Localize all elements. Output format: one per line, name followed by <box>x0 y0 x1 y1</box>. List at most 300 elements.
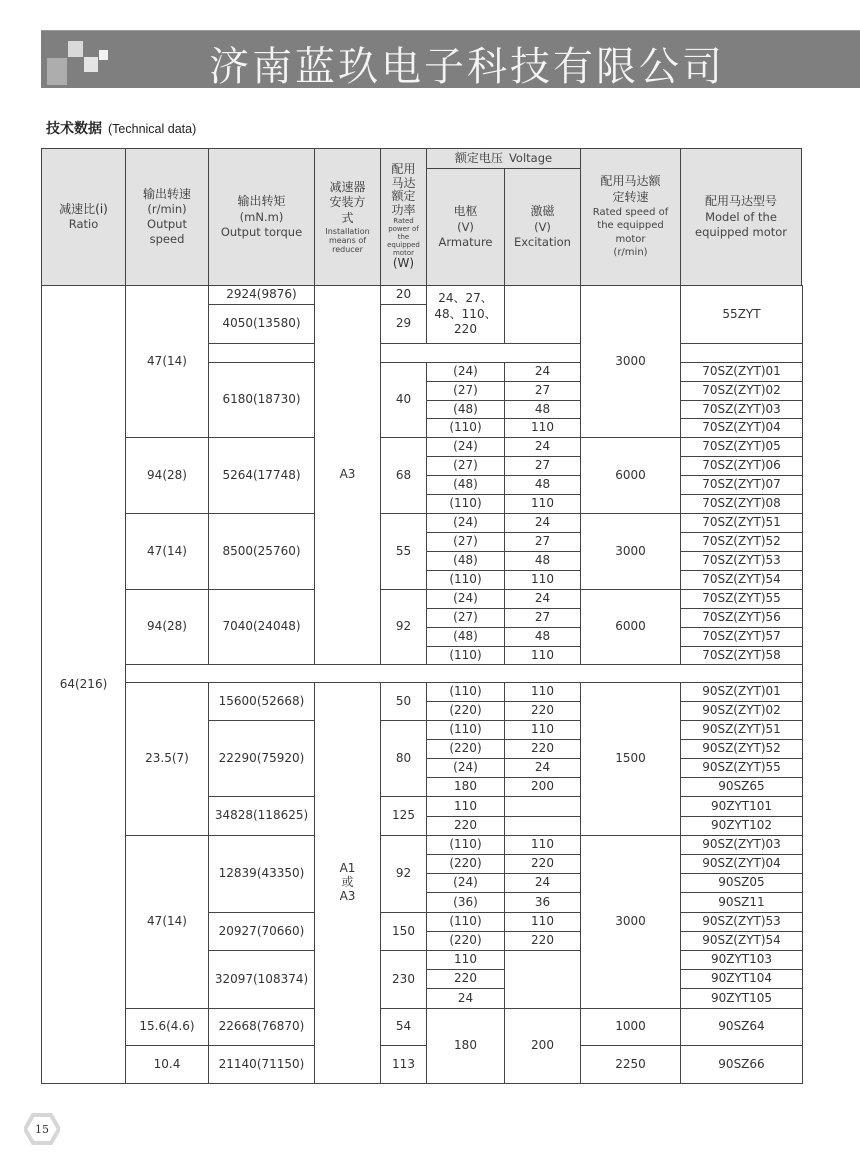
blank-cell <box>504 285 581 344</box>
cell-text: 200 <box>531 1038 554 1053</box>
armature-cell <box>426 701 505 721</box>
torque-cell <box>208 513 315 590</box>
header-rated-speed <box>580 148 681 286</box>
cell-text: (110) <box>449 684 482 699</box>
model-cell <box>680 892 803 913</box>
excitation-cell <box>504 854 581 874</box>
cell-text: 40 <box>395 392 412 407</box>
header-rated-speed-cn1: 配用马达额 <box>600 174 661 189</box>
cell-text: 110 <box>531 684 554 699</box>
speed-cell <box>125 835 209 1009</box>
cell-text: 23.5(7) <box>145 751 189 766</box>
cell-text: 94(28) <box>147 467 187 482</box>
header-armature-en: Armature <box>438 234 493 249</box>
cell-text: (24) <box>453 875 478 890</box>
excitation-cell <box>504 494 581 514</box>
header-speed-en2: speed <box>149 232 185 247</box>
excitation-cell <box>504 551 581 571</box>
cell-text: 180 <box>454 1038 477 1053</box>
armature-cell <box>426 475 505 495</box>
cell-text: 110 <box>454 798 477 813</box>
cell-text: 70SZ(ZYT)55 <box>702 591 781 606</box>
excitation-cell <box>504 835 581 855</box>
cell-text: 2250 <box>615 1056 646 1071</box>
cell-text: 24 <box>534 364 551 379</box>
cell-text: 230 <box>392 971 415 986</box>
model-cell <box>680 931 803 951</box>
speed-cell <box>125 285 209 438</box>
excitation-cell <box>504 608 581 628</box>
header-voltage-en: Voltage <box>508 151 553 166</box>
cell-text: 24 <box>534 875 551 890</box>
cell-text: 24 <box>534 591 551 606</box>
cell-text: (36) <box>453 894 478 909</box>
header-model-en1: Model of the <box>705 209 777 224</box>
cell-text: 110 <box>531 572 554 587</box>
header-ratio-en: Ratio <box>68 217 99 232</box>
cell-text: 90SZ65 <box>718 779 765 794</box>
speed-cell <box>125 513 209 590</box>
armature-cell <box>426 796 505 817</box>
armature-cell <box>426 1008 505 1084</box>
power-cell <box>380 1008 427 1046</box>
cell-text: (220) <box>449 703 482 718</box>
cell-text: 54 <box>395 1019 412 1034</box>
cell-text: 70SZ(ZYT)08 <box>702 496 781 511</box>
cell-text: 70SZ(ZYT)06 <box>702 458 781 473</box>
cell-text: (27) <box>453 383 478 398</box>
cell-text: (110) <box>449 420 482 435</box>
header-model-cn: 配用马达型号 <box>704 194 777 209</box>
model-cell <box>680 400 803 419</box>
power-cell <box>380 950 427 1009</box>
armature-cell <box>426 835 505 855</box>
cell-text: (48) <box>453 553 478 568</box>
cell-text: 8500(25760) <box>222 543 301 558</box>
model-cell <box>680 437 803 457</box>
cell-text: 110 <box>454 952 477 967</box>
cell-text: (48) <box>453 401 478 416</box>
armature-cell <box>426 739 505 759</box>
armature-cell <box>426 873 505 893</box>
cell-text: 47(14) <box>147 353 187 368</box>
cell-text: 70SZ(ZYT)03 <box>702 401 781 416</box>
cell-text: 110 <box>531 914 554 929</box>
model-cell <box>680 589 803 609</box>
cell-text: 70SZ(ZYT)56 <box>702 610 781 625</box>
armature-cell <box>426 400 505 419</box>
armature-cell <box>426 456 505 476</box>
header-rated-speed-cn2: 定转速 <box>612 190 649 204</box>
cell-text: 70SZ(ZYT)54 <box>702 572 781 587</box>
model-cell <box>680 551 803 571</box>
armature-cell <box>426 758 505 778</box>
cell-text: 80 <box>395 750 412 765</box>
cell-text: A1 或 A3 <box>339 861 356 903</box>
speed-cell <box>125 1045 209 1084</box>
rated-speed-cell <box>580 835 681 1009</box>
excitation-cell <box>504 400 581 419</box>
cell-text: 10.4 <box>153 1056 181 1071</box>
cell-text: (110) <box>449 496 482 511</box>
cell-text: 24 <box>534 760 551 775</box>
model-cell <box>680 969 803 989</box>
power-cell <box>380 796 427 836</box>
cell-text: 15600(52668) <box>218 693 305 708</box>
model-cell <box>680 1008 803 1046</box>
cell-text: 47(14) <box>147 914 187 929</box>
armature-cell <box>426 912 505 932</box>
rated-speed-cell <box>580 589 681 665</box>
model-cell <box>680 720 803 740</box>
cell-text: 55 <box>395 543 412 558</box>
excitation-cell <box>504 589 581 609</box>
excitation-cell <box>504 362 581 382</box>
torque-cell <box>208 720 315 797</box>
model-cell <box>680 682 803 702</box>
armature-cell <box>426 381 505 401</box>
header-power-en: Rated power of the equipped motor <box>387 217 420 258</box>
model-cell <box>680 873 803 893</box>
header-torque-unit: (mN.m) <box>239 209 284 224</box>
speed-cell <box>125 437 209 514</box>
cell-text: (27) <box>453 534 478 549</box>
blank-cell <box>208 343 315 363</box>
cell-text: 90SZ(ZYT)52 <box>702 741 781 756</box>
cell-text: 90SZ11 <box>718 894 765 909</box>
cell-text: (110) <box>449 647 482 662</box>
cell-text: 6000 <box>615 467 646 482</box>
model-cell <box>680 494 803 514</box>
ratio-cell <box>41 285 126 1084</box>
excitation-cell <box>504 381 581 401</box>
excitation-cell <box>504 418 581 438</box>
power-cell <box>380 1045 427 1084</box>
excitation-cell <box>504 456 581 476</box>
header-mount-en: Installation means of reducer <box>325 226 370 254</box>
cell-text: 180 <box>454 779 477 794</box>
cell-text: 3000 <box>615 353 646 368</box>
cell-text: 220 <box>531 741 554 756</box>
armature-cell <box>426 627 505 647</box>
cell-text: 36 <box>534 894 551 909</box>
model-cell <box>680 570 803 590</box>
header-power-unit: (W) <box>392 256 415 271</box>
page-number: 15 <box>35 1122 49 1136</box>
header-output-speed <box>125 148 209 286</box>
cell-text: 29 <box>395 316 412 331</box>
excitation-cell <box>504 437 581 457</box>
blank-cell <box>125 664 803 683</box>
armature-cell <box>426 532 505 552</box>
cell-text: (24) <box>453 515 478 530</box>
cell-text: 110 <box>531 837 554 852</box>
cell-text: 70SZ(ZYT)05 <box>702 439 781 454</box>
power-cell <box>380 912 427 951</box>
cell-text: 27 <box>534 458 551 473</box>
cell-text: 110 <box>531 420 554 435</box>
torque-cell <box>208 304 315 344</box>
model-cell <box>680 456 803 476</box>
header-power-cn3: 额定 <box>391 189 416 204</box>
model-cell <box>680 1045 803 1084</box>
cell-text: 110 <box>531 722 554 737</box>
model-cell <box>680 854 803 874</box>
cell-text: (220) <box>449 856 482 871</box>
armature-cell <box>426 608 505 628</box>
cell-text: 22290(75920) <box>218 750 305 765</box>
cell-text: (220) <box>449 933 482 948</box>
blank-cell <box>504 950 581 1009</box>
rated-speed-cell <box>580 1045 681 1084</box>
cell-text: 220 <box>531 703 554 718</box>
cell-text: A3 <box>339 467 356 482</box>
model-cell <box>680 285 803 344</box>
armature-cell <box>426 950 505 970</box>
cell-text: 70SZ(ZYT)52 <box>702 534 781 549</box>
cell-text: 3000 <box>615 543 646 558</box>
rated-speed-cell <box>580 682 681 836</box>
cell-text: (24) <box>453 364 478 379</box>
torque-cell <box>208 437 315 514</box>
cell-text: 150 <box>392 923 415 938</box>
torque-cell <box>208 589 315 665</box>
cell-text: 6180(18730) <box>222 392 301 407</box>
excitation-cell <box>504 532 581 552</box>
cell-text: 94(28) <box>147 619 187 634</box>
power-cell <box>380 362 427 438</box>
cell-text: 34828(118625) <box>214 808 309 823</box>
header-output-torque <box>208 148 315 286</box>
cell-text: 15.6(4.6) <box>139 1019 195 1034</box>
cell-text: (220) <box>449 741 482 756</box>
cell-text: 70SZ(ZYT)51 <box>702 515 781 530</box>
model-cell <box>680 475 803 495</box>
header-armature <box>426 168 505 286</box>
cell-text: 90SZ64 <box>718 1019 765 1034</box>
excitation-cell <box>504 873 581 893</box>
cell-text: 27 <box>534 534 551 549</box>
cell-text: 90SZ05 <box>718 875 765 890</box>
model-cell <box>680 988 803 1009</box>
excitation-cell <box>504 892 581 913</box>
rated-speed-cell <box>580 513 681 590</box>
page-number-badge <box>24 1113 60 1145</box>
header-excitation-cn: 激磁 <box>530 204 555 219</box>
cell-text: 24、27、48、110、220 <box>434 291 497 337</box>
mount-cell <box>314 285 381 665</box>
company-name: 济南蓝玖电子科技有限公司 <box>209 44 725 90</box>
armature-cell <box>426 570 505 590</box>
cell-text: 27 <box>534 610 551 625</box>
power-cell <box>380 285 427 305</box>
speed-cell <box>125 1008 209 1046</box>
model-cell <box>680 418 803 438</box>
blank-cell <box>680 343 803 363</box>
model-cell <box>680 835 803 855</box>
torque-cell <box>208 1045 315 1084</box>
cell-text: 7040(24048) <box>222 619 301 634</box>
cell-text: 21140(71150) <box>218 1056 305 1071</box>
header-power-cn2: 马达 <box>391 175 416 190</box>
header-excitation-unit: (V) <box>534 219 551 234</box>
armature-cell <box>426 854 505 874</box>
model-cell <box>680 758 803 778</box>
cell-text: 68 <box>395 467 412 482</box>
model-cell <box>680 816 803 836</box>
cell-text: 70SZ(ZYT)02 <box>702 383 781 398</box>
armature-cell <box>426 513 505 533</box>
power-cell <box>380 304 427 344</box>
torque-cell <box>208 912 315 951</box>
cell-text: (27) <box>453 458 478 473</box>
cell-text: 20 <box>395 287 412 302</box>
header-mount-cn3: 式 <box>341 211 354 226</box>
power-cell <box>380 589 427 665</box>
cell-text: 90ZYT105 <box>710 990 773 1005</box>
model-cell <box>680 912 803 932</box>
cell-text: 27 <box>534 383 551 398</box>
cell-text: 3000 <box>615 914 646 929</box>
model-cell <box>680 796 803 817</box>
cell-text: 47(14) <box>147 543 187 558</box>
power-cell <box>380 720 427 797</box>
header-mount-cn1: 减速器 <box>329 179 366 194</box>
torque-cell <box>208 1008 315 1046</box>
header-rated-speed-en: Rated speed of the equipped motor <box>592 206 669 245</box>
header-armature-cn: 电枢 <box>453 204 478 219</box>
header-rated-power <box>380 148 427 286</box>
cell-text: (24) <box>453 760 478 775</box>
power-cell <box>380 513 427 590</box>
excitation-cell <box>504 475 581 495</box>
header-power-cn1: 配用 <box>391 162 416 177</box>
cell-text: 200 <box>531 779 554 794</box>
cell-text: 32097(108374) <box>214 971 309 986</box>
cell-text: 90SZ(ZYT)55 <box>702 760 781 775</box>
cell-text: 48 <box>534 553 551 568</box>
cell-text: 22668(76870) <box>218 1019 305 1034</box>
header-speed-cn: 输出转速 <box>142 186 191 201</box>
torque-cell <box>208 682 315 721</box>
cell-text: (110) <box>449 722 482 737</box>
speed-cell <box>125 589 209 665</box>
cell-text: 110 <box>531 496 554 511</box>
cell-text: 48 <box>534 477 551 492</box>
excitation-cell <box>504 912 581 932</box>
cell-text: (110) <box>449 914 482 929</box>
excitation-cell <box>504 682 581 702</box>
cell-text: 90SZ66 <box>718 1056 765 1071</box>
excitation-cell <box>504 570 581 590</box>
cell-text: 90SZ(ZYT)01 <box>702 684 781 699</box>
header-excitation-en: Excitation <box>514 234 571 249</box>
armature-cell <box>426 589 505 609</box>
cell-text: 92 <box>395 866 412 881</box>
cell-text: (24) <box>453 591 478 606</box>
cell-text: 220 <box>454 971 477 986</box>
torque-cell <box>208 950 315 1009</box>
cell-text: 90ZYT104 <box>710 971 773 986</box>
cell-text: 113 <box>392 1056 415 1071</box>
excitation-cell <box>504 646 581 665</box>
cell-text: 4050(13580) <box>222 316 301 331</box>
header-model-en2: equipped motor <box>695 224 787 239</box>
speed-cell <box>125 682 209 836</box>
cell-text: 2924(9876) <box>226 287 297 302</box>
cell-text: 24 <box>457 990 474 1005</box>
excitation-cell <box>504 1008 581 1084</box>
cell-text: 90ZYT102 <box>710 818 773 833</box>
armature-cell <box>426 418 505 438</box>
cell-text: 90ZYT103 <box>710 952 773 967</box>
section-title-en: (Technical data) <box>108 122 197 136</box>
cell-text: 1000 <box>615 1019 646 1034</box>
armature-cell <box>426 892 505 913</box>
header-ratio <box>41 148 126 286</box>
cell-text: 6000 <box>615 619 646 634</box>
cell-text: 12839(43350) <box>218 866 305 881</box>
rated-speed-cell <box>580 437 681 514</box>
cell-text: 70SZ(ZYT)57 <box>702 629 781 644</box>
cell-text: 220 <box>531 933 554 948</box>
model-cell <box>680 777 803 797</box>
model-cell <box>680 950 803 970</box>
excitation-cell <box>504 513 581 533</box>
header-torque-en: Output torque <box>220 224 303 239</box>
model-cell <box>680 701 803 721</box>
excitation-cell <box>504 627 581 647</box>
header-torque-cn: 输出转矩 <box>237 194 286 209</box>
cell-text: 24 <box>534 515 551 530</box>
armature-cell <box>426 777 505 797</box>
armature-cell <box>426 816 505 836</box>
armature-cell <box>426 969 505 989</box>
header-voltage-cn: 额定电压 <box>454 150 503 165</box>
header-mount-cn2: 安装方 <box>329 195 366 210</box>
model-cell <box>680 608 803 628</box>
excitation-cell <box>504 720 581 740</box>
armature-cell <box>426 931 505 951</box>
armature-cell <box>426 646 505 665</box>
cell-text: (48) <box>453 477 478 492</box>
power-cell <box>380 835 427 913</box>
header-rated-speed-unit: (r/min) <box>613 247 648 259</box>
mount-cell <box>314 682 381 1084</box>
armature-cell <box>426 682 505 702</box>
cell-text: 48 <box>534 629 551 644</box>
cell-text: 90SZ(ZYT)54 <box>702 933 781 948</box>
cell-text: 70SZ(ZYT)58 <box>702 647 781 662</box>
header-armature-unit: (V) <box>457 219 474 234</box>
cell-text: 64(216) <box>59 676 108 691</box>
cell-text: 48 <box>534 401 551 416</box>
cell-text: 55ZYT <box>722 306 761 321</box>
cell-text: 5264(17748) <box>222 467 301 482</box>
cell-text: (110) <box>449 572 482 587</box>
excitation-cell <box>504 931 581 951</box>
power-cell <box>380 682 427 721</box>
cell-text: 90SZ(ZYT)51 <box>702 722 781 737</box>
cell-text: 220 <box>454 818 477 833</box>
header-speed-unit: (r/min) <box>147 202 187 217</box>
cell-text: 220 <box>531 856 554 871</box>
torque-cell <box>208 796 315 836</box>
excitation-cell <box>504 739 581 759</box>
model-cell <box>680 381 803 401</box>
rated-speed-cell <box>580 1008 681 1046</box>
cell-text: (27) <box>453 610 478 625</box>
